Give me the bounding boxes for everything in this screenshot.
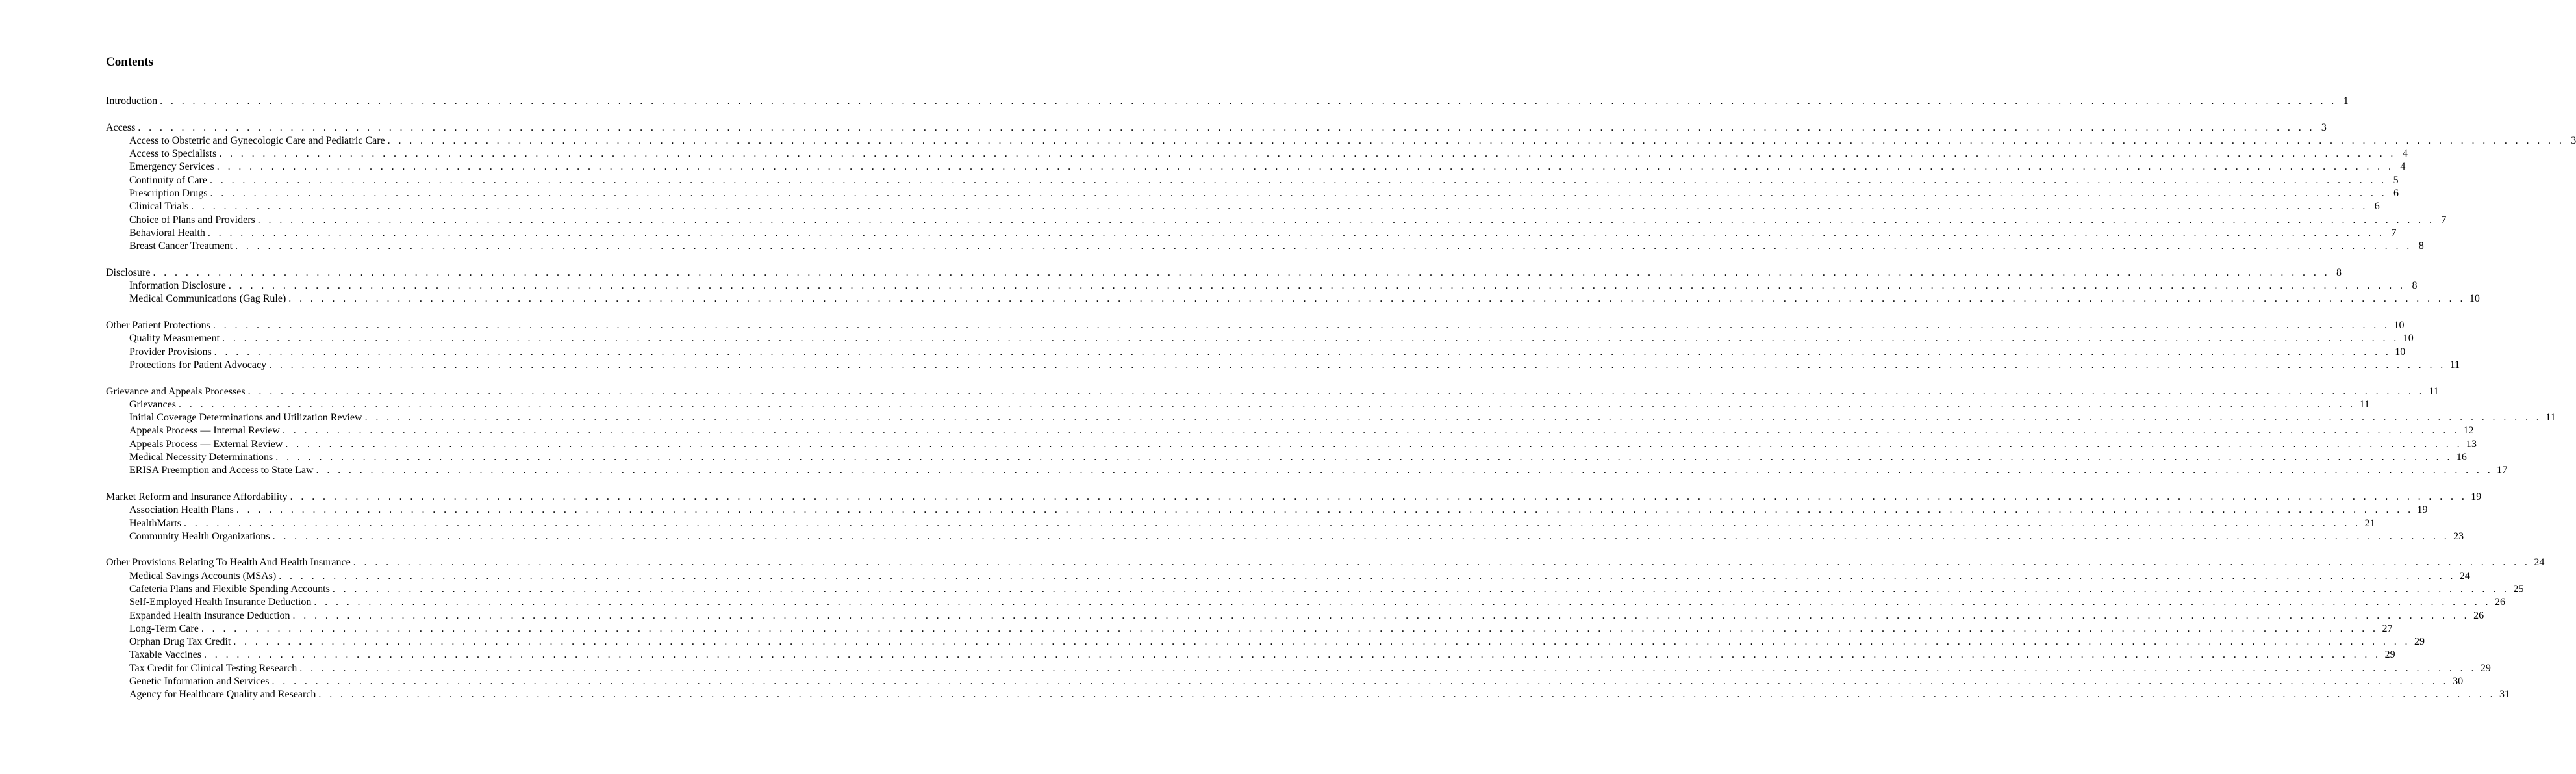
toc-subentry[interactable]	[106, 200, 2380, 213]
toc-entry-title: Information Disclosure	[129, 280, 226, 292]
toc-page-number: 6	[2393, 188, 2399, 200]
toc-entry-title: Other Provisions Relating To Health And Health Insurance	[106, 557, 351, 569]
toc-subentry[interactable]	[106, 675, 2464, 688]
dot-leader: . . . . . . . . . . . . . . . . . . . . . . . . . . . . . . . . . . . . . . . . . . . . . . . . . . . . . . . . . . . . . . . . . . . . . . . . . . . . . . . . . . . . . . . . . . . . . . . . . . . . . . . . . . . . . . . . . . . . . . . . . . . . . . . . . . . . . . . . . . . . . . . . . . . . . . . . . . . . . . . . . . . . . . . . . . . . . . . . . . . . . . . . . . . . . . . . . . . . . . . .	[228, 280, 2406, 292]
toc-page-number: 10	[2395, 346, 2406, 357]
toc-subentry[interactable]	[106, 161, 2406, 174]
toc-page-number: 19	[2471, 491, 2482, 502]
toc-subentry[interactable]	[106, 623, 2393, 636]
dot-leader: . . . . . . . . . . . . . . . . . . . . . . . . . . . . . . . . . . . . . . . . . . . . . . . . . . . . . . . . . . . . . . . . . . . . . . . . . . . . . . . . . . . . . . . . . . . . . . . . . . . . . . . . . . . . . . . . . . . . . . . . . . . . . . . . . . . . . . . . . . . . . . . . . . . . . . . . . . . . . . . . . . . . . . . . . . . . . . . . . . . . . . . . . . . . . . . . . . . . . . . .	[207, 227, 2385, 239]
dot-leader: . . . . . . . . . . . . . . . . . . . . . . . . . . . . . . . . . . . . . . . . . . . . . . . . . . . . . . . . . . . . . . . . . . . . . . . . . . . . . . . . . . . . . . . . . . . . . . . . . . . . . . . . . . . . . . . . . . . . . . . . . . . . . . . . . . . . . . . . . . . . . . . . . . . . . . . . . . . . . . . . . . . . . . . . . . . . . . . . . . . . . . . . . . . . . . . . . . . . . . . .	[247, 385, 2425, 397]
toc-page-number: 25	[2513, 583, 2524, 595]
toc-entry-title: Taxable Vaccines	[129, 649, 201, 661]
toc-entry-title: HealthMarts	[129, 517, 181, 529]
toc-entry-title: Medical Communications (Gag Rule)	[129, 293, 286, 305]
toc-entry-title: Market Reform and Insurance Affordability	[106, 491, 288, 502]
toc-entry-title: Appeals Process — External Review	[129, 438, 283, 450]
toc-entry-title: Behavioral Health	[129, 227, 205, 239]
toc-subentry[interactable]	[106, 451, 2467, 464]
toc-entry-title: Other Patient Protections	[106, 320, 210, 331]
toc-subentry[interactable]	[106, 174, 2399, 187]
dot-leader: . . . . . . . . . . . . . . . . . . . . . . . . . . . . . . . . . . . . . . . . . . . . . . . . . . . . . . . . . . . . . . . . . . . . . . . . . . . . . . . . . . . . . . . . . . . . . . . . . . . . . . . . . . . . . . . . . . . . . . . . . . . . . . . . . . . . . . . . . . . . . . . . . . . . . . . . . . . . . . . . . . . . . . . . . . . . . . . . . . . . . . . . . . . . . . . . . . . . . . . .	[212, 320, 2390, 331]
toc-entry-title: Self-Employed Health Insurance Deduction	[129, 597, 312, 608]
dot-leader: . . . . . . . . . . . . . . . . . . . . . . . . . . . . . . . . . . . . . . . . . . . . . . . . . . . . . . . . . . . . . . . . . . . . . . . . . . . . . . . . . . . . . . . . . . . . . . . . . . . . . . . . . . . . . . . . . . . . . . . . . . . . . . . . . . . . . . . . . . . . . . . . . . . . . . . . . . . . . . . . . . . . . . . . . . . . . . . . . . . . . . . . . . . . . . . . . . . . . . . .	[153, 266, 2330, 278]
toc-entry-title: Breast Cancer Treatment	[129, 240, 233, 252]
toc-entry-title: Prescription Drugs	[129, 188, 208, 200]
toc-entry-title: Clinical Trials	[129, 201, 189, 213]
toc-entry-title: Emergency Services	[129, 161, 214, 173]
toc-subentry[interactable]	[106, 148, 2408, 161]
toc-page-number: 1	[2343, 96, 2349, 107]
toc-page-number: 29	[2384, 649, 2395, 661]
dot-leader: . . . . . . . . . . . . . . . . . . . . . . . . . . . . . . . . . . . . . . . . . . . . . . . . . . . . . . . . . . . . . . . . . . . . . . . . . . . . . . . . . . . . . . . . . . . . . . . . . . . . . . . . . . . . . . . . . . . . . . . . . . . . . . . . . . . . . . . . . . . . . . . . . . . . . . . . . . . . . . . . . . . . . . . . . . . . . . . . . . . . . . . . . . . . . . . . . . . . . . . .	[191, 201, 2368, 213]
toc-section	[106, 319, 2460, 372]
dot-leader: . . . . . . . . . . . . . . . . . . . . . . . . . . . . . . . . . . . . . . . . . . . . . . . . . . . . . . . . . . . . . . . . . . . . . . . . . . . . . . . . . . . . . . . . . . . . . . . . . . . . . . . . . . . . . . . . . . . . . . . . . . . . . . . . . . . . . . . . . . . . . . . . . . . . . . . . . . . . . . . . . . . . . . . . . . . . . . . . . . . . . . . . . . . . . . . . . . . . . . . .	[290, 491, 2468, 502]
toc-entry-title: Disclosure	[106, 266, 151, 278]
dot-leader: . . . . . . . . . . . . . . . . . . . . . . . . . . . . . . . . . . . . . . . . . . . . . . . . . . . . . . . . . . . . . . . . . . . . . . . . . . . . . . . . . . . . . . . . . . . . . . . . . . . . . . . . . . . . . . . . . . . . . . . . . . . . . . . . . . . . . . . . . . . . . . . . . . . . . . . . . . . . . . . . . . . . . . . . . . . . . . . . . . . . . . . . . . . . . . . . . . . . . . . .	[210, 188, 2388, 200]
dot-leader: . . . . . . . . . . . . . . . . . . . . . . . . . . . . . . . . . . . . . . . . . . . . . . . . . . . . . . . . . . . . . . . . . . . . . . . . . . . . . . . . . . . . . . . . . . . . . . . . . . . . . . . . . . . . . . . . . . . . . . . . . . . . . . . . . . . . . . . . . . . . . . . . . . . . . . . . . . . . . . . . . . . . . . . . . . . . . . . . . . . . . . . . . . . . . . . . . . . . . . . .	[209, 174, 2387, 186]
toc-entry-title: Cafeteria Plans and Flexible Spending Accounts	[129, 583, 330, 595]
toc-subentry[interactable]	[106, 636, 2425, 649]
dot-leader: . . . . . . . . . . . . . . . . . . . . . . . . . . . . . . . . . . . . . . . . . . . . . . . . . . . . . . . . . . . . . . . . . . . . . . . . . . . . . . . . . . . . . . . . . . . . . . . . . . . . . . . . . . . . . . . . . . . . . . . . . . . . . . . . . . . . . . . . . . . . . . . . . . . . . . . . . . . . . . . . . . . . . . . . . . . . . . . . . . . . . . . . . . . . . . . . . . . . . . . .	[269, 359, 2446, 370]
dot-leader: . . . . . . . . . . . . . . . . . . . . . . . . . . . . . . . . . . . . . . . . . . . . . . . . . . . . . . . . . . . . . . . . . . . . . . . . . . . . . . . . . . . . . . . . . . . . . . . . . . . . . . . . . . . . . . . . . . . . . . . . . . . . . . . . . . . . . . . . . . . . . . . . . . . . . . . . . . . . . . . . . . . . . . . . . . . . . . . . . . . . . . . . . . . . . . . . . . . . . . . .	[178, 398, 2356, 410]
table-of-contents	[106, 95, 2576, 715]
toc-page-number: 17	[2497, 465, 2508, 476]
toc-page-number: 23	[2453, 530, 2464, 542]
dot-leader: . . . . . . . . . . . . . . . . . . . . . . . . . . . . . . . . . . . . . . . . . . . . . . . . . . . . . . . . . . . . . . . . . . . . . . . . . . . . . . . . . . . . . . . . . . . . . . . . . . . . . . . . . . . . . . . . . . . . . . . . . . . . . . . . . . . . . . . . . . . . . . . . . . . . . . . . . . . . . . . . . . . . . . . . . . . . . . . . . . . . . . . . . . . . . . . . . . . . . . . .	[236, 504, 2414, 516]
toc-page-number: 10	[2393, 320, 2405, 331]
toc-page-number: 29	[2480, 662, 2491, 674]
toc-page-number: 12	[2463, 425, 2474, 437]
toc-subentry[interactable]	[106, 662, 2491, 675]
toc-page-number: 19	[2417, 504, 2428, 516]
toc-subentry[interactable]	[106, 649, 2395, 662]
toc-page-number: 11	[2429, 385, 2439, 397]
toc-subentry[interactable]	[106, 424, 2474, 437]
toc-entry[interactable]	[106, 556, 2545, 569]
toc-page-number: 11	[2545, 412, 2556, 424]
dot-leader: . . . . . . . . . . . . . . . . . . . . . . . . . . . . . . . . . . . . . . . . . . . . . . . . . . . . . . . . . . . . . . . . . . . . . . . . . . . . . . . . . . . . . . . . . . . . . . . . . . . . . . . . . . . . . . . . . . . . . . . . . . . . . . . . . . . . . . . . . . . . . . . . . . . . . . . . . . . . . . . . . . . . . . . . . . . . . . . . . . . . . . . . . . . . . . . . . . . . . . . .	[219, 148, 2396, 160]
dot-leader: . . . . . . . . . . . . . . . . . . . . . . . . . . . . . . . . . . . . . . . . . . . . . . . . . . . . . . . . . . . . . . . . . . . . . . . . . . . . . . . . . . . . . . . . . . . . . . . . . . . . . . . . . . . . . . . . . . . . . . . . . . . . . . . . . . . . . . . . . . . . . . . . . . . . . . . . . . . . . . . . . . . . . . . . . . . . . . . . . . . . . . . . . . . . . . . . . . . . . . . .	[314, 597, 2491, 608]
toc-page-number: 8	[2412, 280, 2418, 292]
toc-subentry[interactable]	[106, 688, 2510, 701]
toc-subentry[interactable]	[106, 135, 2576, 148]
dot-leader: . . . . . . . . . . . . . . . . . . . . . . . . . . . . . . . . . . . . . . . . . . . . . . . . . . . . . . . . . . . . . . . . . . . . . . . . . . . . . . . . . . . . . . . . . . . . . . . . . . . . . . . . . . . . . . . . . . . . . . . . . . . . . . . . . . . . . . . . . . . . . . . . . . . . . . . . . . . . . . . . . . . . . . . . . . . . . . . . . . . . . . . . . . . . . . . . . . . . . . . .	[318, 689, 2496, 701]
toc-entry-title: Association Health Plans	[129, 504, 234, 516]
dot-leader: . . . . . . . . . . . . . . . . . . . . . . . . . . . . . . . . . . . . . . . . . . . . . . . . . . . . . . . . . . . . . . . . . . . . . . . . . . . . . . . . . . . . . . . . . . . . . . . . . . . . . . . . . . . . . . . . . . . . . . . . . . . . . . . . . . . . . . . . . . . . . . . . . . . . . . . . . . . . . . . . . . . . . . . . . . . . . . . . . . . . . . . . . . . . . . . . . . . . . . . .	[201, 623, 2379, 634]
toc-page-number: 11	[2449, 359, 2460, 370]
toc-entry-title: Tax Credit for Clinical Testing Research	[129, 662, 297, 674]
toc-subentry[interactable]	[106, 438, 2477, 451]
toc-entry-title: Appeals Process — Internal Review	[129, 425, 280, 437]
toc-entry[interactable]	[106, 385, 2439, 398]
dot-leader: . . . . . . . . . . . . . . . . . . . . . . . . . . . . . . . . . . . . . . . . . . . . . . . . . . . . . . . . . . . . . . . . . . . . . . . . . . . . . . . . . . . . . . . . . . . . . . . . . . . . . . . . . . . . . . . . . . . . . . . . . . . . . . . . . . . . . . . . . . . . . . . . . . . . . . . . . . . . . . . . . . . . . . . . . . . . . . . . . . . . . . . . . . . . . . . . . . . . . . . .	[332, 583, 2510, 595]
toc-entry-title: Genetic Information and Services	[129, 676, 270, 688]
toc-subentry[interactable]	[106, 610, 2484, 623]
toc-entry-title: Initial Coverage Determinations and Utilization Review	[129, 412, 362, 424]
dot-leader: . . . . . . . . . . . . . . . . . . . . . . . . . . . . . . . . . . . . . . . . . . . . . . . . . . . . . . . . . . . . . . . . . . . . . . . . . . . . . . . . . . . . . . . . . . . . . . . . . . . . . . . . . . . . . . . . . . . . . . . . . . . . . . . . . . . . . . . . . . . . . . . . . . . . . . . . . . . . . . . . . . . . . . . . . . . . . . . . . . . . . . . . . . . . . . . . . . . . . . . .	[275, 452, 2453, 463]
dot-leader: . . . . . . . . . . . . . . . . . . . . . . . . . . . . . . . . . . . . . . . . . . . . . . . . . . . . . . . . . . . . . . . . . . . . . . . . . . . . . . . . . . . . . . . . . . . . . . . . . . . . . . . . . . . . . . . . . . . . . . . . . . . . . . . . . . . . . . . . . . . . . . . . . . . . . . . . . . . . . . . . . . . . . . . . . . . . . . . . . . . . . . . . . . . . . . . . . . . . . . . .	[316, 465, 2494, 476]
dot-leader: . . . . . . . . . . . . . . . . . . . . . . . . . . . . . . . . . . . . . . . . . . . . . . . . . . . . . . . . . . . . . . . . . . . . . . . . . . . . . . . . . . . . . . . . . . . . . . . . . . . . . . . . . . . . . . . . . . . . . . . . . . . . . . . . . . . . . . . . . . . . . . . . . . . . . . . . . . . . . . . . . . . . . . . . . . . . . . . . . . . . . . . . . . . . . . . . . . . . . . . .	[285, 438, 2462, 450]
toc-entry-title: Community Health Organizations	[129, 530, 270, 542]
toc-page-number: 10	[2403, 333, 2414, 344]
toc-page-number: 4	[2400, 161, 2406, 173]
toc-entry[interactable]	[106, 266, 2342, 279]
dot-leader: . . . . . . . . . . . . . . . . . . . . . . . . . . . . . . . . . . . . . . . . . . . . . . . . . . . . . . . . . . . . . . . . . . . . . . . . . . . . . . . . . . . . . . . . . . . . . . . . . . . . . . . . . . . . . . . . . . . . . . . . . . . . . . . . . . . . . . . . . . . . . . . . . . . . . . . . . . . . . . . . . . . . . . . . . . . . . . . . . . . . . . . . . . . . . . . . . . . . . . . .	[138, 122, 2315, 133]
toc-page-number: 4	[2402, 148, 2408, 160]
dot-leader: . . . . . . . . . . . . . . . . . . . . . . . . . . . . . . . . . . . . . . . . . . . . . . . . . . . . . . . . . . . . . . . . . . . . . . . . . . . . . . . . . . . . . . . . . . . . . . . . . . . . . . . . . . . . . . . . . . . . . . . . . . . . . . . . . . . . . . . . . . . . . . . . . . . . . . . . . . . . . . . . . . . . . . . . . . . . . . . . . . . . . . . . . . . . . . . . . . . . . . . .	[279, 570, 2456, 582]
toc-subentry[interactable]	[106, 464, 2508, 477]
page-title: Contents	[106, 55, 153, 69]
toc-subentry[interactable]	[106, 332, 2414, 345]
toc-section	[106, 266, 2480, 306]
toc-page-number: 7	[2441, 214, 2447, 226]
dot-leader: . . . . . . . . . . . . . . . . . . . . . . . . . . . . . . . . . . . . . . . . . . . . . . . . . . . . . . . . . . . . . . . . . . . . . . . . . . . . . . . . . . . . . . . . . . . . . . . . . . . . . . . . . . . . . . . . . . . . . . . . . . . . . . . . . . . . . . . . . . . . . . . . . . . . . . . . . . . . . . . . . . . . . . . . . . . . . . . . . . . . . . . . . . . . . . . . . . . . . . . .	[364, 412, 2542, 424]
toc-entry-title: Orphan Drug Tax Credit	[129, 636, 231, 648]
toc-subentry[interactable]	[106, 398, 2369, 411]
toc-page-number: 3	[2321, 122, 2327, 133]
toc-entry-title: Continuity of Care	[129, 174, 207, 186]
toc-entry-title: Choice of Plans and Providers	[129, 214, 255, 226]
toc-section	[106, 556, 2545, 701]
toc-page-number: 13	[2466, 438, 2477, 450]
toc-subentry[interactable]	[106, 187, 2399, 200]
toc-subentry[interactable]	[106, 346, 2406, 359]
toc-subentry[interactable]	[106, 411, 2556, 424]
toc-section	[106, 122, 2576, 253]
dot-leader: . . . . . . . . . . . . . . . . . . . . . . . . . . . . . . . . . . . . . . . . . . . . . . . . . . . . . . . . . . . . . . . . . . . . . . . . . . . . . . . . . . . . . . . . . . . . . . . . . . . . . . . . . . . . . . . . . . . . . . . . . . . . . . . . . . . . . . . . . . . . . . . . . . . . . . . . . . . . . . . . . . . . . . . . . . . . . . . . . . . . . . . . . . . . . . . . . . . . . . . .	[271, 676, 2449, 688]
toc-entry-title: ERISA Preemption and Access to State Law	[129, 465, 314, 476]
toc-page-number: 26	[2494, 597, 2505, 608]
toc-entry-title: Agency for Healthcare Quality and Research	[129, 689, 316, 701]
toc-page-number: 24	[2459, 570, 2470, 582]
dot-leader: . . . . . . . . . . . . . . . . . . . . . . . . . . . . . . . . . . . . . . . . . . . . . . . . . . . . . . . . . . . . . . . . . . . . . . . . . . . . . . . . . . . . . . . . . . . . . . . . . . . . . . . . . . . . . . . . . . . . . . . . . . . . . . . . . . . . . . . . . . . . . . . . . . . . . . . . . . . . . . . . . . . . . . . . . . . . . . . . . . . . . . . . . . . . . . . . . . . . . . . .	[222, 333, 2399, 344]
toc-page-number: 26	[2473, 610, 2484, 621]
dot-leader: . . . . . . . . . . . . . . . . . . . . . . . . . . . . . . . . . . . . . . . . . . . . . . . . . . . . . . . . . . . . . . . . . . . . . . . . . . . . . . . . . . . . . . . . . . . . . . . . . . . . . . . . . . . . . . . . . . . . . . . . . . . . . . . . . . . . . . . . . . . . . . . . . . . . . . . . . . . . . . . . . . . . . . . . . . . . . . . . . . . . . . . . . . . . . . . . . . . . . . . .	[257, 214, 2435, 226]
toc-page-number: 5	[2393, 174, 2399, 186]
toc-entry-title: Medical Savings Accounts (MSAs)	[129, 570, 277, 582]
toc-entry-title: Grievance and Appeals Processes	[106, 385, 246, 397]
toc-page-number: 10	[2469, 293, 2480, 305]
toc-entry-title: Quality Measurement	[129, 333, 220, 344]
toc-page-number: 11	[2359, 398, 2369, 410]
dot-leader: . . . . . . . . . . . . . . . . . . . . . . . . . . . . . . . . . . . . . . . . . . . . . . . . . . . . . . . . . . . . . . . . . . . . . . . . . . . . . . . . . . . . . . . . . . . . . . . . . . . . . . . . . . . . . . . . . . . . . . . . . . . . . . . . . . . . . . . . . . . . . . . . . . . . . . . . . . . . . . . . . . . . . . . . . . . . . . . . . . . . . . . . . . . . . . . . . . . . . . . .	[203, 649, 2381, 661]
toc-entry[interactable]	[106, 95, 2349, 108]
dot-leader: . . . . . . . . . . . . . . . . . . . . . . . . . . . . . . . . . . . . . . . . . . . . . . . . . . . . . . . . . . . . . . . . . . . . . . . . . . . . . . . . . . . . . . . . . . . . . . . . . . . . . . . . . . . . . . . . . . . . . . . . . . . . . . . . . . . . . . . . . . . . . . . . . . . . . . . . . . . . . . . . . . . . . . . . . . . . . . . . . . . . . . . . . . . . . . . . . . . . . . . .	[353, 557, 2531, 569]
toc-section	[106, 385, 2556, 478]
dot-leader: . . . . . . . . . . . . . . . . . . . . . . . . . . . . . . . . . . . . . . . . . . . . . . . . . . . . . . . . . . . . . . . . . . . . . . . . . . . . . . . . . . . . . . . . . . . . . . . . . . . . . . . . . . . . . . . . . . . . . . . . . . . . . . . . . . . . . . . . . . . . . . . . . . . . . . . . . . . . . . . . . . . . . . . . . . . . . . . . . . . . . . . . . . . . . . . . . . . . . . . .	[216, 161, 2394, 173]
dot-leader: . . . . . . . . . . . . . . . . . . . . . . . . . . . . . . . . . . . . . . . . . . . . . . . . . . . . . . . . . . . . . . . . . . . . . . . . . . . . . . . . . . . . . . . . . . . . . . . . . . . . . . . . . . . . . . . . . . . . . . . . . . . . . . . . . . . . . . . . . . . . . . . . . . . . . . . . . . . . . . . . . . . . . . . . . . . . . . . . . . . . . . . . . . . . . . . . . . . . . . . .	[160, 96, 2337, 107]
dot-leader: . . . . . . . . . . . . . . . . . . . . . . . . . . . . . . . . . . . . . . . . . . . . . . . . . . . . . . . . . . . . . . . . . . . . . . . . . . . . . . . . . . . . . . . . . . . . . . . . . . . . . . . . . . . . . . . . . . . . . . . . . . . . . . . . . . . . . . . . . . . . . . . . . . . . . . . . . . . . . . . . . . . . . . . . . . . . . . . . . . . . . . . . . . . . . . . . . . . . . . . .	[235, 240, 2412, 252]
toc-entry-title: Protections for Patient Advocacy	[129, 359, 267, 370]
toc-section	[106, 491, 2482, 543]
dot-leader: . . . . . . . . . . . . . . . . . . . . . . . . . . . . . . . . . . . . . . . . . . . . . . . . . . . . . . . . . . . . . . . . . . . . . . . . . . . . . . . . . . . . . . . . . . . . . . . . . . . . . . . . . . . . . . . . . . . . . . . . . . . . . . . . . . . . . . . . . . . . . . . . . . . . . . . . . . . . . . . . . . . . . . . . . . . . . . . . . . . . . . . . . . . . . . . . . . . . . . . .	[299, 662, 2477, 674]
dot-leader: . . . . . . . . . . . . . . . . . . . . . . . . . . . . . . . . . . . . . . . . . . . . . . . . . . . . . . . . . . . . . . . . . . . . . . . . . . . . . . . . . . . . . . . . . . . . . . . . . . . . . . . . . . . . . . . . . . . . . . . . . . . . . . . . . . . . . . . . . . . . . . . . . . . . . . . . . . . . . . . . . . . . . . . . . . . . . . . . . . . . . . . . . . . . . . . . . . . . . . . .	[387, 135, 2565, 146]
toc-entry-title: Access to Specialists	[129, 148, 217, 160]
toc-page-number: 8	[2336, 266, 2342, 278]
toc-subentry[interactable]	[106, 240, 2424, 253]
dot-leader: . . . . . . . . . . . . . . . . . . . . . . . . . . . . . . . . . . . . . . . . . . . . . . . . . . . . . . . . . . . . . . . . . . . . . . . . . . . . . . . . . . . . . . . . . . . . . . . . . . . . . . . . . . . . . . . . . . . . . . . . . . . . . . . . . . . . . . . . . . . . . . . . . . . . . . . . . . . . . . . . . . . . . . . . . . . . . . . . . . . . . . . . . . . . . . . . . . . . . . . .	[183, 517, 2361, 529]
toc-entry-title: Expanded Health Insurance Deduction	[129, 610, 290, 621]
toc-subentry[interactable]	[106, 279, 2418, 292]
toc-entry[interactable]	[106, 319, 2405, 332]
toc-page-number: 21	[2364, 517, 2375, 529]
toc-page-number: 24	[2534, 557, 2545, 569]
toc-page-number: 7	[2391, 227, 2397, 239]
toc-entry-title: Medical Necessity Determinations	[129, 452, 273, 463]
toc-page-number: 27	[2382, 623, 2393, 634]
toc-page-number: 16	[2456, 452, 2467, 463]
dot-leader: . . . . . . . . . . . . . . . . . . . . . . . . . . . . . . . . . . . . . . . . . . . . . . . . . . . . . . . . . . . . . . . . . . . . . . . . . . . . . . . . . . . . . . . . . . . . . . . . . . . . . . . . . . . . . . . . . . . . . . . . . . . . . . . . . . . . . . . . . . . . . . . . . . . . . . . . . . . . . . . . . . . . . . . . . . . . . . . . . . . . . . . . . . . . . . . . . . . . . . . .	[292, 610, 2470, 621]
dot-leader: . . . . . . . . . . . . . . . . . . . . . . . . . . . . . . . . . . . . . . . . . . . . . . . . . . . . . . . . . . . . . . . . . . . . . . . . . . . . . . . . . . . . . . . . . . . . . . . . . . . . . . . . . . . . . . . . . . . . . . . . . . . . . . . . . . . . . . . . . . . . . . . . . . . . . . . . . . . . . . . . . . . . . . . . . . . . . . . . . . . . . . . . . . . . . . . . . . . . . . . .	[282, 425, 2460, 437]
toc-subentry[interactable]	[106, 227, 2397, 240]
toc-subentry[interactable]	[106, 214, 2447, 227]
toc-subentry[interactable]	[106, 292, 2480, 305]
toc-page-number: 3	[2571, 135, 2576, 146]
toc-entry-title: Grievances	[129, 398, 176, 410]
toc-entry-title: Access to Obstetric and Gynecologic Care and Pediatric Care	[129, 135, 385, 146]
toc-page-number: 8	[2418, 240, 2424, 252]
toc-subentry[interactable]	[106, 570, 2470, 583]
toc-entry[interactable]	[106, 122, 2327, 135]
toc-subentry[interactable]	[106, 517, 2375, 530]
toc-section	[106, 95, 2349, 108]
toc-page-number: 6	[2374, 201, 2380, 213]
dot-leader: . . . . . . . . . . . . . . . . . . . . . . . . . . . . . . . . . . . . . . . . . . . . . . . . . . . . . . . . . . . . . . . . . . . . . . . . . . . . . . . . . . . . . . . . . . . . . . . . . . . . . . . . . . . . . . . . . . . . . . . . . . . . . . . . . . . . . . . . . . . . . . . . . . . . . . . . . . . . . . . . . . . . . . . . . . . . . . . . . . . . . . . . . . . . . . . . . . . . . . . .	[214, 346, 2392, 357]
toc-page-number: 31	[2499, 689, 2510, 701]
toc-subentry[interactable]	[106, 359, 2460, 372]
toc-entry-title: Introduction	[106, 96, 158, 107]
toc-entry-title: Access	[106, 122, 136, 133]
toc-entry[interactable]	[106, 491, 2482, 504]
dot-leader: . . . . . . . . . . . . . . . . . . . . . . . . . . . . . . . . . . . . . . . . . . . . . . . . . . . . . . . . . . . . . . . . . . . . . . . . . . . . . . . . . . . . . . . . . . . . . . . . . . . . . . . . . . . . . . . . . . . . . . . . . . . . . . . . . . . . . . . . . . . . . . . . . . . . . . . . . . . . . . . . . . . . . . . . . . . . . . . . . . . . . . . . . . . . . . . . . . . . . . . .	[233, 636, 2410, 648]
toc-subentry[interactable]	[106, 504, 2428, 517]
dot-leader: . . . . . . . . . . . . . . . . . . . . . . . . . . . . . . . . . . . . . . . . . . . . . . . . . . . . . . . . . . . . . . . . . . . . . . . . . . . . . . . . . . . . . . . . . . . . . . . . . . . . . . . . . . . . . . . . . . . . . . . . . . . . . . . . . . . . . . . . . . . . . . . . . . . . . . . . . . . . . . . . . . . . . . . . . . . . . . . . . . . . . . . . . . . . . . . . . . . . . . . .	[272, 530, 2450, 542]
toc-subentry[interactable]	[106, 596, 2505, 609]
toc-entry-title: Provider Provisions	[129, 346, 212, 357]
toc-page-number: 30	[2453, 676, 2464, 688]
toc-page-number: 29	[2414, 636, 2425, 648]
toc-subentry[interactable]	[106, 583, 2524, 596]
toc-entry-title: Long-Term Care	[129, 623, 199, 634]
toc-subentry[interactable]	[106, 530, 2464, 543]
dot-leader: . . . . . . . . . . . . . . . . . . . . . . . . . . . . . . . . . . . . . . . . . . . . . . . . . . . . . . . . . . . . . . . . . . . . . . . . . . . . . . . . . . . . . . . . . . . . . . . . . . . . . . . . . . . . . . . . . . . . . . . . . . . . . . . . . . . . . . . . . . . . . . . . . . . . . . . . . . . . . . . . . . . . . . . . . . . . . . . . . . . . . . . . . . . . . . . . . . . . . . . .	[288, 293, 2466, 305]
